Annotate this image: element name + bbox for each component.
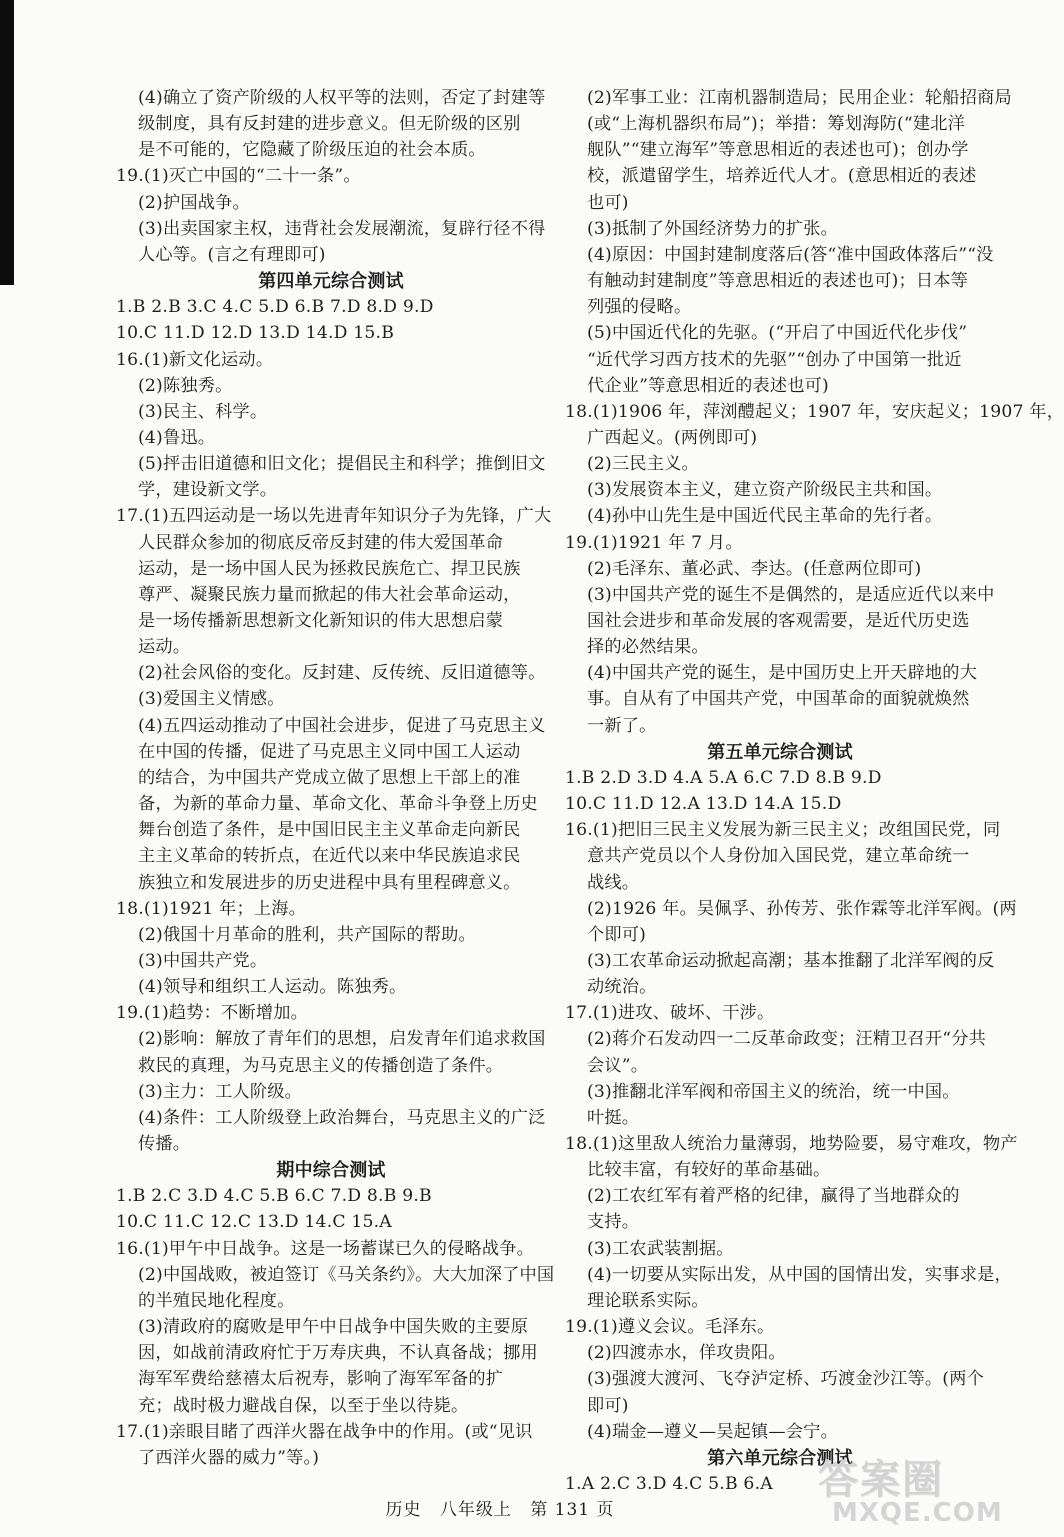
answer-line: 支持。 — [587, 1212, 640, 1233]
answer-line: 19.(1)1921 年 7 月。 — [565, 532, 743, 553]
answer-line: (或“上海机器织布局”)；举措：筹划海防(“建北洋 — [587, 114, 966, 135]
binding-edge — [0, 0, 14, 285]
answer-line: (4)条件：工人阶级登上政治舞台，马克思主义的广泛 — [138, 1107, 546, 1128]
answer-line: 运动，是一场中国人民为拯救民族危亡、捍卫民族 — [138, 558, 521, 579]
watermark-logo: 答案圈 — [818, 1457, 944, 1503]
answer-line: 舰队”“建立海军”等意思相近的表述也可)；创办学 — [587, 140, 969, 161]
answer-line: (3)发展资本主义，建立资产阶级民主共和国。 — [587, 480, 943, 501]
answer-line: 意共产党员以个人身份加入国民党，建立革命统一 — [587, 846, 970, 867]
answer-line: 16.(1)把旧三民主义发展为新三民主义；改组国民党，同 — [565, 820, 1001, 841]
answer-line: 的半殖民地化程度。 — [138, 1290, 295, 1311]
answer-line: (4)孙中山先生是中国近代民主革命的先行者。 — [587, 506, 943, 527]
answer-line: 是一场传播新思想新文化新知识的伟大思想启蒙 — [138, 611, 504, 631]
answer-line: 10.C 11.C 12.C 13.D 14.C 15.A — [116, 1212, 392, 1233]
answer-line: 舞台创造了条件，是中国旧民主主义革命走向新民 — [138, 820, 521, 841]
section-heading: 期中综合测试 — [276, 1160, 386, 1182]
answer-line: (3)爱国主义情感。 — [138, 689, 285, 710]
answer-line: 17.(1)五四运动是一场以先进青年知识分子为先锋，广大 — [116, 506, 552, 527]
answer-line: (4)一切要从实际出发，从中国的国情出发，实事求是， — [587, 1264, 1012, 1285]
answer-line: 16.(1)甲午中日战争。这是一场蓄谋已久的侵略战争。 — [116, 1238, 535, 1259]
answer-line: (2)中国战败，被迫签订《马关条约》。大大加深了中国 — [138, 1264, 555, 1285]
answer-line: (3)工农武装割据。 — [587, 1238, 734, 1259]
answer-line: (2)三民主义。 — [587, 454, 699, 475]
answer-line: 10.C 11.D 12.A 13.D 14.A 15.D — [565, 794, 842, 815]
answer-line: (4)中国共产党的诞生，是中国历史上开天辟地的大 — [587, 663, 978, 684]
answer-line: (4)领导和组织工人运动。陈独秀。 — [138, 977, 407, 998]
answer-line: (2)俄国十月革命的胜利，共产国际的帮助。 — [138, 924, 476, 945]
section-heading: 第四单元综合测试 — [258, 271, 404, 293]
answer-line: 即可) — [587, 1395, 629, 1416]
answer-line: 19.(1)遵义会议。毛泽东。 — [565, 1317, 775, 1338]
watermark-url: MXQE.COM — [832, 1498, 1003, 1528]
answer-line: (3)出卖国家主权，违背社会发展潮流，复辟行径不得 — [138, 218, 546, 239]
answer-line: (3)推翻北洋军阀和帝国主义的统治，统一中国。 — [587, 1081, 960, 1102]
answer-line: 在中国的传播，促进了马克思主义同中国工人运动 — [138, 741, 521, 762]
answer-line: (2)影响：解放了青年们的思想，启发青年们追求救国 — [138, 1029, 546, 1050]
answer-line: (3)中国共产党。 — [138, 950, 268, 971]
answer-line: 的结合，为中国共产党成立做了思想上干部上的准 — [138, 767, 521, 788]
answer-line: (3)主力：工人阶级。 — [138, 1081, 303, 1102]
answer-line: (3)民主、科学。 — [138, 401, 268, 422]
footer-page-number: 第 131 页 — [530, 1500, 615, 1520]
site-watermark — [818, 1448, 1003, 1532]
answer-line: 国社会进步和革命发展的客观需要，是近代历史选 — [587, 611, 970, 631]
answer-line: (3)工农革命运动掀起高潮；基本推翻了北洋军阀的反 — [587, 950, 995, 971]
answer-line: 校，派遣留学生，培养近代人才。(意思相近的表述 — [587, 166, 977, 187]
answer-line: (4)确立了资产阶级的人权平等的法则，否定了封建等 — [138, 88, 546, 108]
answer-line: (4)鲁迅。 — [138, 427, 216, 448]
answer-line: (2)护国战争。 — [138, 192, 250, 213]
answer-line: 择的必然结果。 — [587, 637, 709, 658]
answer-line: 会议”。 — [587, 1055, 649, 1076]
answer-line: 17.(1)亲眼目睹了西洋火器在战争中的作用。(或“见识 — [116, 1421, 533, 1442]
answer-line: (3)抵制了外国经济势力的扩张。 — [587, 218, 838, 239]
answer-line: 比较丰富，有较好的革命基础。 — [587, 1160, 831, 1181]
section-heading: 第五单元综合测试 — [707, 741, 853, 763]
answer-line: 17.(1)进攻、破坏、干涉。 — [565, 1003, 775, 1024]
answer-line: 尊严、凝聚民族力量而掀起的伟大社会革命运动， — [138, 584, 521, 605]
answer-line: (3)中国共产党的诞生不是偶然的，是适应近代以来中 — [587, 584, 995, 605]
answer-line: 备，为新的革命力量、革命文化、革命斗争登上历史 — [138, 794, 538, 815]
answer-line: (2)毛泽东、董必武、李达。(任意两位即可) — [587, 558, 922, 579]
answer-line: (2)社会风俗的变化。反封建、反传统、反旧道德等。 — [138, 663, 546, 684]
answer-line: 级制度，具有反封建的进步意义。但无阶级的区别 — [138, 114, 521, 135]
answer-line: (2)蒋介石发动四一二反革命政变；汪精卫召开“分共 — [587, 1029, 987, 1050]
answer-line: 18.(1)1921 年；上海。 — [116, 898, 307, 919]
answer-line: 是不可能的，它隐藏了阶级压迫的社会本质。 — [138, 140, 486, 161]
answer-line: 因，如战前清政府忙于万寿庆典，不认真备战；挪用 — [138, 1343, 538, 1364]
answer-line: 战线。 — [587, 872, 640, 893]
answer-line: 19.(1)灭亡中国的“二十一条”。 — [116, 166, 361, 187]
answer-line: 19.(1)趋势：不断增加。 — [116, 1003, 308, 1024]
answer-line: 人心等。(言之有理即可) — [138, 244, 326, 265]
answer-line: (2)陈独秀。 — [138, 375, 233, 396]
answer-line: 个即可) — [587, 924, 647, 945]
answer-line: 18.(1)1906 年，萍浏醴起义；1907 年，安庆起义；1907 年， — [565, 401, 1064, 422]
section-heading: 第六单元综合测试 — [707, 1447, 853, 1469]
answer-line: 16.(1)新文化运动。 — [116, 349, 274, 370]
footer-subject: 历史 — [385, 1500, 422, 1520]
answer-line: (3)清政府的腐败是甲午中日战争中国失败的主要原 — [138, 1317, 529, 1338]
answer-line: (2)四渡赤水，佯攻贵阳。 — [587, 1343, 786, 1364]
answer-line: 运动。 — [138, 637, 191, 658]
answer-line: 充；战时极力避战自保，以至于坐以待毙。 — [138, 1395, 469, 1416]
answer-line: 一新了。 — [587, 715, 657, 736]
answer-line: (3)强渡大渡河、飞夺泸定桥、巧渡金沙江等。(两个 — [587, 1369, 984, 1390]
answer-line: 1.B 2.C 3.D 4.C 5.B 6.C 7.D 8.B 9.B — [116, 1186, 432, 1207]
answer-line: (4)瑞金—遵义—吴起镇—会宁。 — [587, 1421, 838, 1442]
answer-line: 理论联系实际。 — [587, 1290, 709, 1311]
answer-line: 学，建设新文学。 — [138, 480, 278, 501]
answer-line: 也可) — [587, 192, 629, 213]
answer-line: 18.(1)这里敌人统治力量薄弱，地势险要，易守难攻，物产 — [565, 1134, 1018, 1154]
answer-line: (4)原因：中国封建制度落后(答“准中国政体落后”“没 — [587, 244, 994, 265]
answer-line: 10.C 11.D 12.D 13.D 14.D 15.B — [116, 323, 395, 344]
answer-line: 事。自从有了中国共产党，中国革命的面貌就焕然 — [587, 689, 970, 710]
answer-line: 传播。 — [138, 1134, 191, 1154]
answer-line: 广西起义。(两例即可) — [587, 427, 758, 448]
answer-line: 列强的侵略。 — [587, 297, 692, 318]
answer-line: 1.B 2.B 3.C 4.C 5.D 6.B 7.D 8.D 9.D — [116, 297, 434, 318]
answer-line: 叶挺。 — [587, 1107, 640, 1128]
answer-line: 有触动封建制度”等意思相近的表述也可)；日本等 — [587, 271, 969, 292]
answer-line: 救民的真理，为马克思主义的传播创造了条件。 — [138, 1055, 504, 1076]
answer-line: (2)1926 年。吴佩孚、孙传芳、张作霖等北洋军阀。(两 — [587, 898, 1017, 919]
answer-line: 代企业”等意思相近的表述也可) — [587, 375, 829, 396]
answer-line: (5)中国近代化的先驱。(“开启了中国近代化步伐” — [587, 323, 968, 344]
answer-line: 动统治。 — [587, 977, 657, 998]
answer-line: 海军军费给慈禧太后祝寿，影响了海军军备的扩 — [138, 1369, 504, 1390]
answer-line: (2)工农红军有着严格的纪律，赢得了当地群众的 — [587, 1186, 960, 1207]
answer-line: 1.B 2.D 3.D 4.A 5.A 6.C 7.D 8.B 9.D — [565, 767, 882, 788]
answer-line: 族独立和发展进步的历史进程中具有里程碑意义。 — [138, 872, 521, 893]
answer-line: 了西洋火器的威力”等。) — [138, 1447, 320, 1468]
answer-line: (2)军事工业：江南机器制造局；民用企业：轮船招商局 — [587, 88, 1012, 108]
answer-line: 人民群众参加的彻底反帝反封建的伟大爱国革命 — [138, 532, 504, 553]
answer-line: “近代学习西方技术的先驱”“创办了中国第一批近 — [587, 349, 962, 370]
answer-line: 主主义革命的转折点，在近代以来中华民族追求民 — [138, 846, 521, 867]
answer-line: (5)抨击旧道德和旧文化；提倡民主和科学；推倒旧文 — [138, 454, 546, 475]
footer-grade: 八年级上 — [439, 1500, 512, 1520]
answer-line: 1.A 2.C 3.D 4.C 5.B 6.A — [565, 1473, 773, 1494]
answer-line: (4)五四运动推动了中国社会进步，促进了马克思主义 — [138, 715, 546, 736]
